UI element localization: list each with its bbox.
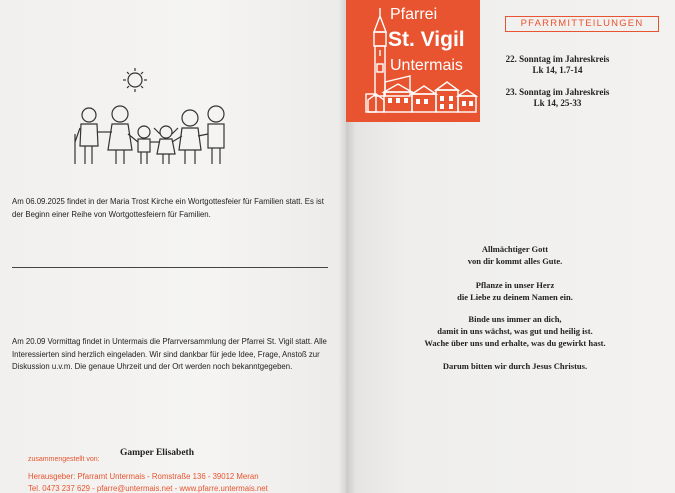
prayer-line: Pflanze in unser Herz (475, 280, 555, 290)
prayer-closing: Darum bitten wir durch Jesus Christus. (442, 361, 588, 371)
logo-text-pfarrei: Pfarrei (390, 6, 438, 23)
prayer-line: von dir kommt alles Gute. (467, 256, 563, 266)
logo-text-untermais: Untermais (390, 57, 463, 74)
section-divider (12, 267, 328, 268)
prayer-line: Wache über uns und erhalte, was du gewirkt hast. (424, 338, 606, 348)
publisher-line: Herausgeber: Pfarramt Untermais - Romstraße 136 - 39012 Meran (28, 472, 259, 481)
sunday-22-name: 22. Sonntag im Jahreskreis (505, 54, 610, 64)
announcement-parish-assembly: Am 20.09 Vormittag findet in Untermais die Pfarrversammlung der Pfarrei St. Vigil statt. Alle Interessierten sind herzlich eingeladen. Wir sind dankbar für jede Idee, Frage, Anstoß zur Diskussion u.v.m. Die genaue Uhrzeit und der Ort werden noch bekanntgegeben. (12, 337, 327, 371)
prayer-line: die Liebe zu deinem Namen ein. (457, 292, 573, 302)
sunday-23-reading: Lk 14, 25-33 (533, 98, 582, 108)
contact-line: Tel. 0473 237 629 - pfarre@untermais.net - www.pfarre.untermais.net (28, 484, 268, 493)
sunday-22-reading: Lk 14, 1.7-14 (532, 65, 583, 75)
prayer-line: Allmächtiger Gott (481, 244, 549, 254)
prayer-line: damit in uns wächst, was gut und heilig ist. (437, 326, 593, 336)
logo-text-st-vigil: St. Vigil (388, 28, 465, 51)
sunday-23-name: 23. Sonntag im Jahreskreis (505, 87, 610, 97)
compiled-by-label: zusammengestellt von: (28, 456, 100, 463)
prayer-stanza-1 (390, 243, 640, 267)
family-with-sun-icon (68, 68, 238, 175)
parish-logo (346, 0, 480, 122)
compiled-by-name: Gamper Elisabeth (120, 448, 194, 458)
prayer-stanza-2 (390, 279, 640, 303)
announcement-family-service: Am 06.09.2025 findet in der Maria Trost Kirche ein Wortgottesfeier für Familien statt. Es ist der Beginn einer Reihe von Wortgottesfeiern für Familien. (12, 197, 324, 219)
bulletin-title: PFARRMITTEILUNGEN (505, 16, 659, 32)
prayer-stanza-3 (390, 313, 640, 349)
prayer-line: Binde uns immer an dich, (468, 314, 562, 324)
